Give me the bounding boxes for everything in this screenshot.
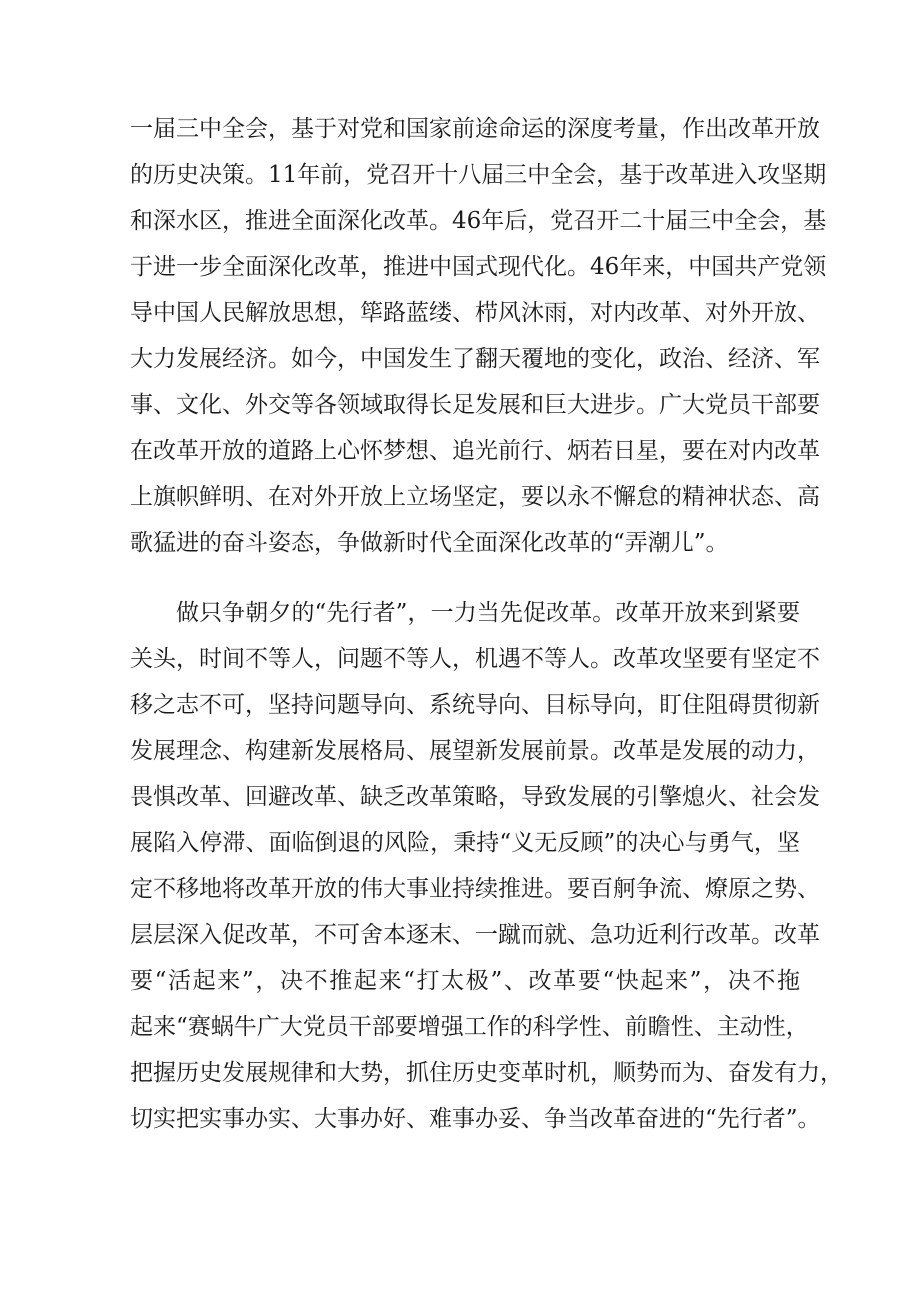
paragraph-line: 展陷入停滞、面临倒退的风险，秉持“义无反顾”的决心与勇气，坚 bbox=[130, 830, 800, 856]
paragraph-line: 定不移地将改革开放的伟大事业持续推进。要百舸争流、燎原之势、 bbox=[130, 876, 820, 902]
paragraph-line: 上旗帜鲜明、在对外开放上立场坚定，要以永不懈怠的精神状态、高 bbox=[130, 484, 820, 510]
paragraph-line: 和深水区，推进全面深化改革。46年后，党召开二十届三中全会，基 bbox=[130, 208, 827, 234]
paragraph-line: 要“活起来”，决不推起来“打太极”、改革要“快起来”，决不拖 bbox=[130, 968, 800, 994]
paragraph-line: 的历史决策。11年前，党召开十八届三中全会，基于改革进入攻坚期 bbox=[130, 162, 827, 188]
paragraph-line: 切实把实事办实、大事办好、难事办妥、争当改革奋进的“先行者”。 bbox=[130, 1106, 821, 1132]
paragraph-line: 做只争朝夕的“先行者”，一力当先促改革。改革开放来到紧要 bbox=[176, 600, 800, 626]
paragraph-2 bbox=[130, 590, 843, 1142]
paragraph-line: 起来“赛蜗牛广大党员干部要增强工作的科学性、前瞻性、主动性， bbox=[130, 1014, 809, 1040]
paragraph-line: 于进一步全面深化改革，推进中国式现代化。46年来，中国共产党领 bbox=[130, 254, 827, 280]
paragraph-line: 把握历史发展规律和大势，抓住历史变革时机，顺势而为、奋发有力， bbox=[130, 1060, 843, 1086]
paragraph-line: 导中国人民解放思想，筚路蓝缕、栉风沐雨，对内改革、对外开放、 bbox=[130, 300, 820, 326]
paragraph-line: 层层深入促改革，不可舍本逐末、一蹴而就、急功近利行改革。改革 bbox=[130, 922, 820, 948]
paragraph-line: 畏惧改革、回避改革、缺乏改革策略，导致发展的引擎熄火、社会发 bbox=[130, 784, 820, 810]
paragraph-line: 大力发展经济。如今，中国发生了翻天覆地的变化，政治、经济、军 bbox=[130, 346, 820, 372]
paragraph-line: 事、文化、外交等各领域取得长足发展和巨大进步。广大党员干部要 bbox=[130, 392, 820, 418]
paragraph-line: 一届三中全会，基于对党和国家前途命运的深度考量，作出改革开放 bbox=[130, 116, 820, 142]
paragraph-1 bbox=[130, 106, 827, 566]
paragraph-line: 歌猛进的奋斗姿态，争做新时代全面深化改革的“弄潮儿”。 bbox=[130, 530, 729, 556]
paragraph-line: 移之志不可，坚持问题导向、系统导向、目标导向，盯住阻碍贯彻新 bbox=[130, 692, 820, 718]
paragraph-line: 关头，时间不等人，问题不等人，机遇不等人。改革攻坚要有坚定不 bbox=[130, 646, 820, 672]
paragraph-line: 发展理念、构建新发展格局、展望新发展前景。改革是发展的动力， bbox=[130, 738, 820, 764]
paragraph-line: 在改革开放的道路上心怀梦想、追光前行、炳若日星，要在对内改革 bbox=[130, 438, 820, 464]
